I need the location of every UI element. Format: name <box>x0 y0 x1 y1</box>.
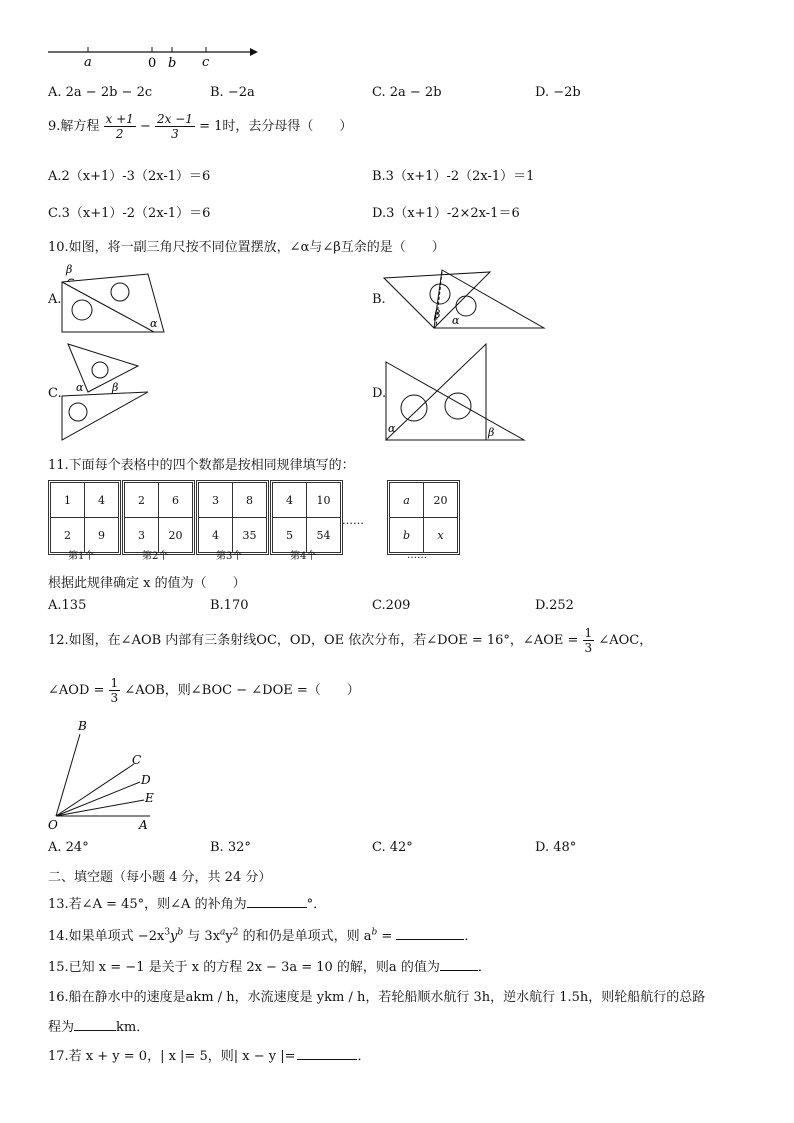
q12-label-o: O <box>48 818 58 832</box>
q12-label-a: A <box>139 818 148 832</box>
q9-option-d: D.3（x+1）-2×2x-1＝6 <box>372 206 520 221</box>
q9-prefix: 9.解方程 <box>48 119 100 134</box>
q11-table-1: 1 4 2 9 <box>48 480 121 555</box>
q10-option-a-label: A. <box>48 292 62 307</box>
q12-label-c: C <box>132 753 142 767</box>
q10-b-beta: β <box>434 308 441 321</box>
q12-option-a: A. 24° <box>48 840 89 855</box>
q11-option-c: C.209 <box>372 598 411 613</box>
q10-stem: 10.如图，将一副三角尺按不同位置摆放，∠α与∠β互余的是（ ） <box>48 240 445 255</box>
q8-option-d: D. −2b <box>535 85 581 100</box>
q11-caption-4: 第4个 <box>290 551 317 562</box>
q10-d-alpha: α <box>388 422 396 435</box>
q10-option-d-label: D. <box>372 386 387 401</box>
q11-caption-1: 第1个 <box>68 551 95 562</box>
q16-line-2: 程为 km． <box>48 1020 150 1035</box>
q9-option-b: B.3（x+1）-2（2x-1）＝1 <box>372 169 535 184</box>
q11-question: 根据此规律确定 x 的值为（ ） <box>48 576 246 591</box>
q9-fraction-2: $\frac{2x -1}{3}$ <box>157 112 193 141</box>
q12-option-c: C. 42° <box>372 840 413 855</box>
q10-c-alpha: α <box>76 381 84 394</box>
q12-label-b: B <box>78 719 87 733</box>
q12-option-b: B. 32° <box>210 840 251 855</box>
q10-c-beta: β <box>112 381 119 394</box>
q9-suffix: = 1时，去分母得（ ） <box>199 119 353 134</box>
q14: 14.如果单项式 $-2x^3y^b$ 与 $3x^ay^2$ 的和仍是单项式，则 $a^b$ = ． <box>48 927 478 944</box>
q15: 15.已知 x = −1 是关于 x 的方程 2x − 3a = 10 的解，则a 的值为 ． <box>48 960 491 975</box>
q9-minus: − <box>139 119 151 134</box>
q16-line-1: 16.船在静水中的速度是akm / h，水流速度是 ykm / h，若轮船顺水航行 3h，逆水航行 1.5h，则轮船航行的总路 <box>48 990 706 1005</box>
numberline-label-b: b <box>168 56 177 70</box>
q12-label-d: D <box>141 773 151 787</box>
q11-table-4: 4 10 5 54 <box>270 480 343 555</box>
q13: 13.若∠A = 45°，则∠A 的补角为 °． <box>48 897 327 912</box>
q8-option-c: C. 2a − 2b <box>372 85 442 100</box>
q12-label-e: E <box>145 791 154 805</box>
q9-fraction-1: $\frac{x +1}{2}$ <box>105 112 134 141</box>
q17: 17.若 x + y = 0，| x |= 5，则| x − y |= ． <box>48 1049 371 1064</box>
q9-stem <box>48 112 352 141</box>
q10-b-alpha: α <box>452 314 460 327</box>
q9-option-c: C.3（x+1）-2（2x-1）＝6 <box>48 206 211 221</box>
q12-line-1: 12.如图，在∠AOB 内部有三条射线OC，OD，OE 依次分布，若∠DOE = 16°，∠AOE = $\frac{1}{3}$ ∠AOC， <box>48 626 653 655</box>
q11-table-2: 2 6 3 20 <box>122 480 195 555</box>
q10-figure-b <box>382 266 548 332</box>
q12-fraction-2: $\frac{1}{3}$ <box>110 676 119 705</box>
q10-a-alpha: α <box>150 317 158 330</box>
numberline-label-0: 0 <box>148 56 157 70</box>
q12-figure <box>46 716 166 834</box>
q11-ellipsis: …… <box>342 514 364 527</box>
q12-line-2: ∠AOD = $\frac{1}{3}$ ∠AOB，则∠BOC − ∠DOE =（ ） <box>48 676 360 705</box>
section-2-heading: 二、填空题（每小题 4 分，共 24 分） <box>48 870 272 885</box>
q9-option-a: A.2（x+1）-3（2x-1）＝6 <box>48 169 211 184</box>
q11-caption-5: …… <box>407 550 427 561</box>
q11-option-a: A.135 <box>48 598 87 613</box>
q10-figure-c <box>58 340 154 444</box>
number-line <box>44 38 264 70</box>
numberline-label-c: c <box>202 55 210 70</box>
q10-figure-d <box>382 342 528 444</box>
q10-d-beta: β <box>488 426 495 439</box>
q12-option-d: D. 48° <box>535 840 577 855</box>
q11-option-d: D.252 <box>535 598 574 613</box>
q8-option-b: B. −2a <box>210 85 255 100</box>
q10-option-b-label: B. <box>372 292 386 307</box>
numberline-label-a: a <box>84 55 92 70</box>
q10-figure-a <box>58 262 170 338</box>
q11-stem: 11.下面每个表格中的四个数都是按相同规律填写的： <box>48 458 355 473</box>
q11-caption-3: 第3个 <box>216 551 243 562</box>
q11-caption-2: 第2个 <box>142 551 169 562</box>
q11-option-b: B.170 <box>210 598 249 613</box>
q11-table-3: 3 8 4 35 <box>196 480 269 555</box>
q12-fraction-1: $\frac{1}{3}$ <box>584 626 593 655</box>
q8-option-a: A. 2a − 2b − 2c <box>48 85 153 100</box>
q11-table-5: a 20 b x <box>387 480 460 555</box>
q10-a-beta: β <box>66 263 73 276</box>
q10-option-c-label: C. <box>48 386 62 401</box>
